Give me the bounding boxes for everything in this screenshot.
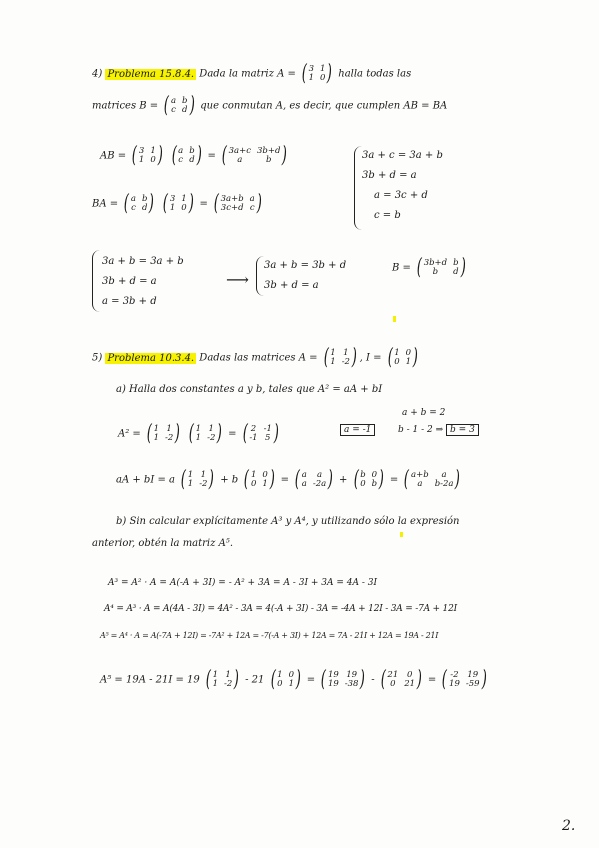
matrix-cell: b: [432, 267, 439, 277]
implies-arrow: ⇒: [435, 425, 444, 435]
system-1-eq-4: c = b: [374, 210, 401, 221]
matrix-entries: [302, 470, 326, 490]
matrix-entries: [178, 146, 195, 166]
right-parenthesis: ): [196, 143, 202, 168]
matrix-entries: [196, 424, 216, 444]
linear-aA-matrix: [293, 467, 335, 492]
left-parenthesis: (: [416, 255, 422, 280]
matrix-cell: 0: [320, 73, 326, 83]
left-parenthesis: (: [270, 667, 276, 692]
left-parenthesis: (: [380, 667, 386, 692]
matrix-cell: -1: [249, 433, 258, 443]
matrix-cell: 21: [404, 679, 416, 689]
matrix-cell: -59: [465, 679, 480, 689]
matrix-cell: 1: [187, 479, 194, 489]
problem-4-line-2: [92, 93, 448, 118]
left-parenthesis: (: [387, 345, 393, 370]
left-parenthesis: (: [146, 421, 152, 446]
A-squared-computation: [118, 421, 281, 446]
matrix-cell: b-2a: [434, 479, 454, 489]
left-parenthesis: (: [321, 667, 327, 692]
right-parenthesis: ): [273, 421, 279, 446]
B-final-label: B =: [392, 262, 411, 274]
matrix-A-problem-5: [322, 345, 359, 370]
B-final-matrix: [415, 255, 467, 280]
left-parenthesis: (: [353, 467, 359, 492]
matrix-cell: c: [178, 155, 184, 165]
matrix-cell: b: [142, 194, 148, 204]
system-1-eq-2: 3b + d = a: [362, 170, 417, 181]
matrix-cell: a+b: [411, 470, 429, 480]
matrix-cell: 0: [150, 155, 156, 165]
minus-sign: -: [371, 674, 375, 686]
problem-5-intro: Dadas las matrices: [199, 352, 296, 364]
matrix-cell: 1: [251, 470, 257, 480]
matrix-entries: [221, 194, 255, 214]
linear-combination-label: aA + bI = a: [116, 474, 175, 486]
matrix-cell: 1: [330, 348, 336, 358]
B-final: [392, 255, 468, 280]
matrix-cell: 3a+b: [220, 194, 244, 204]
left-parenthesis: (: [404, 467, 410, 492]
matrix-cell: 0: [394, 357, 400, 367]
problem-4-intro-2: halla todas las: [338, 68, 412, 80]
matrix-cell: c: [171, 105, 176, 115]
matrix-cell: 1: [169, 203, 176, 213]
system-2-eq-3: a = 3b + d: [102, 296, 157, 307]
AB-matrix-left: [130, 143, 164, 168]
matrix-cell: 3c+d: [220, 203, 244, 213]
matrix-cell: c: [249, 203, 255, 213]
problem-5-number: 5): [92, 352, 103, 364]
matrix-cell: 1: [320, 64, 326, 74]
matrix-cell: a: [301, 479, 307, 489]
system-1-eq-3: a = 3c + d: [374, 190, 428, 201]
minus-21: - 21: [245, 674, 265, 686]
matrix-cell: a: [301, 470, 307, 480]
left-parenthesis: (: [171, 143, 177, 168]
matrix-entries: [154, 424, 174, 444]
page-number: 2.: [562, 818, 576, 834]
right-parenthesis: ): [234, 667, 240, 692]
matrix-entries: [213, 670, 233, 690]
system-2-eq-1: 3a + b = 3a + b: [102, 256, 184, 267]
linear-combination: [116, 467, 463, 492]
matrix-cell: 1: [208, 424, 214, 434]
matrix-entries: [449, 670, 480, 690]
left-parenthesis: (: [188, 421, 194, 446]
matrix-entries: [251, 470, 268, 490]
matrix-cell: -2: [450, 670, 459, 680]
matrix-cell: d: [182, 105, 188, 115]
matrix-entries: [424, 258, 459, 278]
problem-4-intro-1: Dada la matriz: [199, 68, 274, 80]
right-parenthesis: ): [282, 143, 288, 168]
right-parenthesis: ): [157, 143, 163, 168]
left-parenthesis: (: [242, 421, 248, 446]
equals-sign: =: [228, 428, 237, 440]
system-2-brace: [92, 250, 101, 312]
matrix-cell: 1: [394, 348, 400, 358]
problem-5-A-label: A =: [298, 352, 318, 364]
left-parenthesis: (: [442, 667, 448, 692]
problem-4-header: [92, 61, 412, 86]
matrix-entries: [309, 64, 326, 84]
left-parenthesis: (: [132, 143, 138, 168]
equation-b-derivation: [398, 425, 479, 435]
matrix-cell: b: [371, 479, 378, 489]
left-parenthesis: (: [294, 467, 301, 492]
matrix-entries: [394, 348, 411, 368]
AB-matrix-right: [170, 143, 204, 168]
A-fourth-line: A⁴ = A³ · A = A(4A - 3I) = 4A² - 3A = 4(-A + 3I) - 3A = -4A + 12I - 3A = -7A + 12I: [104, 604, 457, 614]
matrix-cell: a: [170, 96, 177, 106]
matrix-cell: 1: [195, 433, 202, 443]
problem-5-header: 5) Problema 10.3.4. Dadas las matrices A = ( 1 1 1 -2 ) , I = ( 1 0 0 1 ): [92, 345, 418, 370]
right-parenthesis: ): [481, 667, 487, 692]
problem-4-intro-3: matrices: [92, 100, 137, 112]
implies-arrow: ⟶: [226, 270, 249, 289]
matrix-cell: 1: [153, 433, 159, 443]
equals-sign: =: [427, 674, 437, 686]
AB-result-matrix: [220, 143, 289, 168]
right-parenthesis: ): [188, 191, 194, 216]
right-parenthesis: ): [378, 467, 384, 492]
part-a-statement: a) Halla dos constantes a y b, tales que A² = aA + bI: [116, 384, 383, 395]
right-parenthesis: ): [351, 345, 357, 370]
matrix-cell: 1: [225, 670, 231, 680]
system-2: [102, 252, 184, 312]
matrix-cell: -2: [165, 433, 174, 443]
final-I-matrix: [269, 667, 303, 692]
matrix-entries: [171, 96, 188, 116]
matrix-cell: 0: [390, 679, 396, 689]
matrix-cell: 0: [288, 670, 294, 680]
matrix-cell: a: [249, 194, 255, 204]
matrix-cell: 2: [250, 424, 257, 434]
matrix-cell: 1: [308, 73, 315, 83]
right-parenthesis: ): [360, 667, 366, 692]
right-parenthesis: ): [209, 467, 215, 492]
matrix-entries: [277, 670, 294, 690]
problem-4-number: 4): [92, 68, 103, 80]
matrix-cell: b: [265, 155, 272, 165]
system-1: [362, 146, 443, 226]
matrix-cell: 3a+c: [228, 146, 251, 156]
highlighter-mark: [393, 316, 396, 322]
left-parenthesis: (: [221, 143, 227, 168]
equals-sign: =: [306, 674, 316, 686]
matrix-cell: 0: [251, 479, 257, 489]
right-parenthesis: ): [256, 191, 262, 216]
matrix-cell: 0: [262, 470, 268, 480]
matrix-cell: 1: [153, 424, 159, 434]
left-parenthesis: (: [213, 191, 219, 216]
A-fifth-final: [100, 667, 489, 692]
matrix-cell: 0: [277, 679, 283, 689]
A-fifth-final-label: A⁵ = 19A - 21I = 19: [100, 674, 200, 686]
matrix-cell: 19: [327, 679, 339, 689]
matrix-cell: 1: [343, 348, 349, 358]
matrix-cell: a: [417, 479, 423, 489]
part-b-statement-1: b) Sin calcular explícitamente A³ y A⁴, y utilizando sólo la expresión: [116, 516, 460, 527]
left-parenthesis: (: [124, 191, 130, 216]
matrix-entries: [229, 146, 281, 166]
AB-label: AB =: [100, 150, 127, 162]
A-fifth-line: A⁵ = A⁴ · A = A(-7A + 12I) = -7A² + 12A = -7(-A + 3I) + 12A = 7A - 21I + 12A = 19A - 21I: [100, 631, 439, 640]
matrix-cell: 1: [200, 470, 207, 480]
left-parenthesis: (: [244, 467, 250, 492]
matrix-B-problem-4: [162, 93, 196, 118]
matrix-cell: 3b+d: [423, 258, 448, 268]
matrix-cell: b: [189, 146, 195, 156]
right-parenthesis: ): [295, 667, 301, 692]
matrix-cell: -2: [224, 679, 233, 689]
matrix-A-problem-4: [300, 61, 334, 86]
matrix-entries: [170, 194, 187, 214]
matrix-cell: 1: [288, 679, 294, 689]
right-parenthesis: ): [416, 667, 422, 692]
matrix-cell: a: [130, 194, 136, 204]
system-1-eq-1: 3a + c = 3a + b: [362, 150, 443, 161]
equals-sign: =: [199, 198, 208, 210]
matrix-cell: 0: [405, 348, 412, 358]
problem-4-B-label: B =: [139, 100, 159, 112]
a-result-box: a = -1: [340, 424, 375, 436]
matrix-cell: 1: [212, 670, 218, 680]
right-parenthesis: ): [269, 467, 275, 492]
matrix-cell: 0: [406, 670, 413, 680]
right-parenthesis: ): [455, 467, 461, 492]
matrix-cell: d: [189, 155, 195, 165]
system-3: [264, 256, 346, 296]
matrix-cell: a: [237, 155, 243, 165]
BA-matrix-left: [122, 191, 156, 216]
BA-label: BA =: [92, 198, 119, 210]
matrix-cell: 19: [346, 670, 358, 680]
A-cubed-line: A³ = A² · A = A(-A + 3I) = - A² + 3A = A - 3I + 3A = 4A - 3I: [108, 578, 378, 588]
matrix-cell: 19: [327, 670, 339, 680]
matrix-cell: 1: [150, 146, 156, 156]
problem-4-A-label: A =: [277, 68, 296, 80]
matrix-cell: 19: [467, 670, 479, 680]
equals-sign: =: [207, 150, 216, 162]
left-parenthesis: (: [301, 61, 307, 86]
final-21I-matrix: [379, 667, 424, 692]
problem-4-condition: AB = BA: [403, 100, 448, 112]
matrix-cell: 3b+d: [256, 146, 281, 156]
equation-a-plus-b: a + b = 2: [402, 408, 446, 418]
matrix-cell: 5: [265, 433, 271, 443]
matrix-I-problem-5: [386, 345, 420, 370]
equals-sign: =: [389, 474, 399, 486]
matrix-cell: b: [453, 258, 459, 268]
problem-5-title: Problema 10.3.4.: [107, 352, 195, 364]
A-squared-label: A² =: [118, 428, 141, 440]
matrix-cell: 0: [371, 470, 378, 480]
matrix-cell: b: [360, 470, 366, 480]
matrix-cell: 1: [330, 357, 336, 367]
right-parenthesis: ): [327, 61, 333, 86]
left-parenthesis: (: [205, 667, 211, 692]
matrix-entries: [131, 194, 148, 214]
matrix-entries: [139, 146, 156, 166]
matrix-cell: 1: [187, 470, 194, 480]
system-3-brace: [256, 256, 264, 296]
matrix-cell: d: [453, 267, 459, 277]
part-b-statement-2: anterior, obtén la matriz A⁵.: [92, 538, 233, 549]
matrix-cell: -2: [341, 357, 350, 367]
A-squared-left-matrix: [145, 421, 182, 446]
highlighter-mark: [400, 532, 403, 537]
matrix-entries: [188, 470, 208, 490]
matrix-cell: -38: [344, 679, 359, 689]
final-result-matrix: [440, 667, 488, 692]
A-squared-result-matrix: [241, 421, 281, 446]
matrix-cell: 3: [138, 146, 145, 156]
right-parenthesis: ): [189, 93, 195, 118]
right-parenthesis: ): [149, 191, 155, 216]
system-3-eq-2: 3b + d = a: [264, 280, 319, 291]
matrix-cell: 1: [212, 679, 218, 689]
matrix-cell: -2: [199, 479, 208, 489]
final-A-matrix: [204, 667, 241, 692]
BA-matrix-right: [161, 191, 195, 216]
problem-4-intro-4: que conmutan A, es decir, que cumplen: [200, 100, 401, 112]
plus-b: + b: [220, 474, 239, 486]
linear-result-matrix: [402, 467, 462, 492]
matrix-cell: 1: [277, 670, 283, 680]
matrix-cell: a: [441, 470, 447, 480]
matrix-cell: -2a: [312, 479, 327, 489]
right-parenthesis: ): [460, 255, 466, 280]
matrix-cell: 1: [262, 479, 268, 489]
left-parenthesis: (: [323, 345, 329, 370]
left-parenthesis: (: [162, 191, 169, 216]
matrix-cell: 21: [387, 670, 399, 680]
matrix-entries: [330, 348, 350, 368]
matrix-cell: a: [317, 470, 323, 480]
system-2-eq-2: 3b + d = a: [102, 276, 157, 287]
BA-product: [92, 191, 264, 216]
matrix-cell: d: [142, 203, 148, 213]
matrix-cell: 19: [449, 679, 460, 689]
problem-4-title: Problema 15.8.4.: [107, 68, 195, 80]
matrix-cell: 1: [138, 155, 145, 165]
system-3-eq-1: 3a + b = 3b + d: [264, 260, 347, 271]
problem-5-I-label: I =: [365, 352, 382, 364]
left-parenthesis: (: [180, 467, 187, 492]
BA-result-matrix: [212, 191, 263, 216]
matrix-cell: 0: [360, 479, 366, 489]
matrix-cell: 1: [181, 194, 187, 204]
matrix-entries: [411, 470, 453, 490]
matrix-cell: 1: [195, 424, 202, 434]
matrix-entries: [328, 670, 359, 690]
matrix-entries: [387, 670, 415, 690]
A-squared-right-matrix: [187, 421, 224, 446]
linear-A-matrix: [179, 467, 216, 492]
matrix-cell: -2: [207, 433, 216, 443]
right-parenthesis: ): [217, 421, 223, 446]
final-19A-matrix: [319, 667, 367, 692]
matrix-cell: a: [178, 146, 184, 156]
plus-sign: +: [339, 474, 348, 486]
matrix-cell: 1: [166, 424, 172, 434]
linear-bI-matrix: [352, 467, 386, 492]
b-result-box: b = 3: [446, 424, 479, 436]
right-parenthesis: ): [412, 345, 418, 370]
matrix-cell: 3: [308, 64, 315, 74]
left-parenthesis: (: [164, 93, 170, 118]
right-parenthesis: ): [175, 421, 181, 446]
right-parenthesis: ): [327, 467, 334, 492]
matrix-cell: 1: [405, 357, 412, 367]
matrix-cell: -1: [263, 424, 272, 434]
AB-product: [100, 143, 290, 168]
linear-I-matrix: [242, 467, 276, 492]
equation-b-text: b - 1 - 2: [398, 425, 433, 435]
matrix-entries: [249, 424, 272, 444]
matrix-cell: c: [131, 203, 136, 213]
matrix-cell: 3: [169, 194, 176, 204]
equals-sign: =: [280, 474, 290, 486]
matrix-entries: [360, 470, 377, 490]
matrix-cell: 0: [181, 203, 187, 213]
matrix-cell: b: [182, 96, 188, 106]
